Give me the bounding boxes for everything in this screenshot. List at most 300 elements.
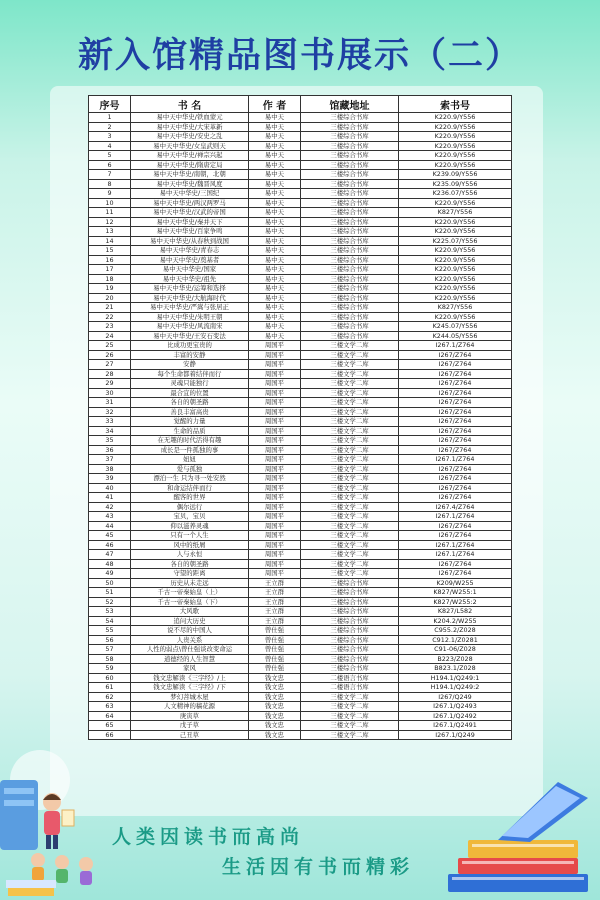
table-row xyxy=(89,721,512,731)
cell-location: 三楼综合书库 xyxy=(301,274,399,284)
cell-author: 周国平 xyxy=(249,464,301,474)
cell-location: 三楼文学二库 xyxy=(301,540,399,550)
cell-index: 13 xyxy=(89,227,131,237)
cell-author: 易中天 xyxy=(249,179,301,189)
table-row xyxy=(89,711,512,721)
cell-index: 9 xyxy=(89,189,131,199)
cell-call-number: K220.9/Y556 xyxy=(399,312,512,322)
table-row xyxy=(89,673,512,683)
table-row xyxy=(89,369,512,379)
cell-author: 易中天 xyxy=(249,293,301,303)
cell-location: 二楼语言书库 xyxy=(301,673,399,683)
cell-title: 人文精神的稿花源 xyxy=(131,702,249,712)
table-row xyxy=(89,398,512,408)
table-row xyxy=(89,141,512,151)
cell-location: 三楼文学二库 xyxy=(301,474,399,484)
cell-index: 25 xyxy=(89,341,131,351)
table-row xyxy=(89,217,512,227)
cell-author: 易中天 xyxy=(249,217,301,227)
cell-title: 易中天中华史/南朝，北朝 xyxy=(131,170,249,180)
cell-call-number: I267/Z764 xyxy=(399,464,512,474)
cell-index: 7 xyxy=(89,170,131,180)
table-row xyxy=(89,445,512,455)
cell-location: 三楼文学二库 xyxy=(301,455,399,465)
cell-location: 三楼综合书库 xyxy=(301,616,399,626)
cell-author: 曾仕强 xyxy=(249,626,301,636)
table-row xyxy=(89,683,512,693)
cell-index: 54 xyxy=(89,616,131,626)
cell-author: 周国平 xyxy=(249,445,301,455)
cell-index: 53 xyxy=(89,607,131,617)
cell-index: 29 xyxy=(89,379,131,389)
cell-author: 周国平 xyxy=(249,512,301,522)
table-row xyxy=(89,198,512,208)
cell-index: 5 xyxy=(89,151,131,161)
cell-call-number: H194.1/Q249:2 xyxy=(399,683,512,693)
cell-title: 最合宜的位置 xyxy=(131,388,249,398)
header-index: 序号 xyxy=(89,96,131,113)
cell-location: 三楼综合书库 xyxy=(301,255,399,265)
cell-index: 16 xyxy=(89,255,131,265)
children-reading-illustration xyxy=(0,740,110,900)
cell-location: 三楼综合书库 xyxy=(301,141,399,151)
table-row xyxy=(89,350,512,360)
cell-location: 三楼文学二库 xyxy=(301,502,399,512)
cell-index: 64 xyxy=(89,711,131,721)
cell-index: 56 xyxy=(89,635,131,645)
table-row xyxy=(89,312,512,322)
cell-index: 21 xyxy=(89,303,131,313)
table-row xyxy=(89,436,512,446)
page-title: 新入馆精品图书展示（二） xyxy=(77,36,522,76)
cell-title: 易中天中华史/祖先 xyxy=(131,274,249,284)
cell-author: 王立群 xyxy=(249,607,301,617)
cell-title: 说不尽的中国人 xyxy=(131,626,249,636)
cell-call-number: K220.9/Y556 xyxy=(399,151,512,161)
cell-title: 守望的距离 xyxy=(131,569,249,579)
cell-location: 三楼文学二库 xyxy=(301,445,399,455)
cell-index: 24 xyxy=(89,331,131,341)
cell-location: 三楼综合书库 xyxy=(301,122,399,132)
cell-title: 在无趣的时代活得有趣 xyxy=(131,436,249,446)
cell-call-number: K244.05/Y556 xyxy=(399,331,512,341)
cell-location: 三楼文学二库 xyxy=(301,436,399,446)
cell-index: 28 xyxy=(89,369,131,379)
cell-author: 王立群 xyxy=(249,578,301,588)
table-row xyxy=(89,284,512,294)
cell-call-number: I267/Z764 xyxy=(399,426,512,436)
cell-author: 易中天 xyxy=(249,265,301,275)
cell-location: 三楼文学二库 xyxy=(301,398,399,408)
cell-title: 易中天中华史/铁血蒙元 xyxy=(131,113,249,123)
cell-author: 周国平 xyxy=(249,350,301,360)
cell-author: 周国平 xyxy=(249,474,301,484)
cell-title: 觉醒的力量 xyxy=(131,417,249,427)
table-row xyxy=(89,341,512,351)
cell-call-number: K220.9/Y556 xyxy=(399,293,512,303)
cell-title: 人性的弱点\曾仕强谈改变命运 xyxy=(131,645,249,655)
cell-title: 各自的朝圣路 xyxy=(131,398,249,408)
cell-location: 三楼文学二库 xyxy=(301,550,399,560)
cell-call-number: I267/Z764 xyxy=(399,388,512,398)
cell-call-number: K827/Y556 xyxy=(399,208,512,218)
table-row xyxy=(89,388,512,398)
cell-author: 钱文忠 xyxy=(249,711,301,721)
cell-location: 三楼综合书库 xyxy=(301,179,399,189)
table-row xyxy=(89,702,512,712)
cell-title: 易中天中华史/魏晋风度 xyxy=(131,179,249,189)
table-header-row xyxy=(89,96,512,113)
cell-title: 大风歌 xyxy=(131,607,249,617)
cell-location: 三楼综合书库 xyxy=(301,645,399,655)
table-row xyxy=(89,730,512,740)
cell-location: 三楼综合书库 xyxy=(301,303,399,313)
cell-author: 王立群 xyxy=(249,616,301,626)
cell-location: 三楼综合书库 xyxy=(301,312,399,322)
cell-author: 易中天 xyxy=(249,151,301,161)
cell-location: 三楼综合书库 xyxy=(301,654,399,664)
cell-author: 易中天 xyxy=(249,331,301,341)
cell-call-number: I267/Z764 xyxy=(399,398,512,408)
cell-call-number: K204.2/W255 xyxy=(399,616,512,626)
cell-title: 易中天中华史/严嵩与张居正 xyxy=(131,303,249,313)
cell-author: 易中天 xyxy=(249,160,301,170)
cell-title: 漂泊一生 只为寻一处安然 xyxy=(131,474,249,484)
cell-title: 生命的品质 xyxy=(131,426,249,436)
cell-title: 易中天中华史/隋唐定局 xyxy=(131,160,249,170)
cell-location: 三楼综合书库 xyxy=(301,113,399,123)
table-row xyxy=(89,464,512,474)
cell-index: 31 xyxy=(89,398,131,408)
cell-call-number: K245.07/Y556 xyxy=(399,322,512,332)
cell-index: 50 xyxy=(89,578,131,588)
cell-call-number: I267/Z764 xyxy=(399,493,512,503)
cell-location: 三楼文学二库 xyxy=(301,350,399,360)
cell-title: 易中天中华史/三国纪 xyxy=(131,189,249,199)
cell-call-number: I267/Z764 xyxy=(399,350,512,360)
table-row xyxy=(89,607,512,617)
cell-author: 易中天 xyxy=(249,141,301,151)
cell-call-number: K225.07/Y556 xyxy=(399,236,512,246)
table-row xyxy=(89,417,512,427)
cell-location: 三楼文学二库 xyxy=(301,569,399,579)
cell-index: 61 xyxy=(89,683,131,693)
cell-location: 三楼文学二库 xyxy=(301,730,399,740)
cell-call-number: K236.07/Y556 xyxy=(399,189,512,199)
cell-call-number: I267/Z764 xyxy=(399,369,512,379)
cell-title: 丰富的安静 xyxy=(131,350,249,360)
cell-call-number: I267.1/Q2491 xyxy=(399,721,512,731)
cell-index: 37 xyxy=(89,455,131,465)
cell-title: 各自的朝圣路 xyxy=(131,559,249,569)
cell-author: 易中天 xyxy=(249,255,301,265)
cell-index: 41 xyxy=(89,493,131,503)
cell-index: 51 xyxy=(89,588,131,598)
cell-title: 易中天中华史/秦并天下 xyxy=(131,217,249,227)
cell-title: 成长是一件孤独的事 xyxy=(131,445,249,455)
cell-call-number: K220.9/Y556 xyxy=(399,227,512,237)
cell-call-number: I267.1/Z764 xyxy=(399,550,512,560)
cell-call-number: H194.1/Q249:1 xyxy=(399,673,512,683)
cell-call-number: I267.1/Z764 xyxy=(399,512,512,522)
cell-location: 三楼综合书库 xyxy=(301,597,399,607)
cell-index: 63 xyxy=(89,702,131,712)
cell-author: 周国平 xyxy=(249,493,301,503)
slogan-line-1: 人类因读书而高尚 xyxy=(112,826,305,848)
cell-location: 三楼文学二库 xyxy=(301,692,399,702)
table-row xyxy=(89,626,512,636)
cell-location: 三楼综合书库 xyxy=(301,265,399,275)
cell-call-number: K220.9/Y556 xyxy=(399,274,512,284)
cell-call-number: K220.9/Y556 xyxy=(399,246,512,256)
cell-index: 14 xyxy=(89,236,131,246)
table-row xyxy=(89,160,512,170)
cell-location: 三楼文学二库 xyxy=(301,407,399,417)
cell-title: 易中天中华史/王安石变法 xyxy=(131,331,249,341)
cell-title: 每个生命都着结伴而行 xyxy=(131,369,249,379)
cell-author: 王立群 xyxy=(249,588,301,598)
book-stack-illustration xyxy=(438,762,600,900)
cell-call-number: K827/L582 xyxy=(399,607,512,617)
cell-author: 易中天 xyxy=(249,274,301,284)
cell-call-number: K239.09/Y556 xyxy=(399,170,512,180)
cell-title: 风中的纸屑 xyxy=(131,540,249,550)
cell-call-number: K220.9/Y556 xyxy=(399,141,512,151)
cell-title: 易中天中华史/汉武的帝国 xyxy=(131,208,249,218)
cell-location: 三楼文学二库 xyxy=(301,388,399,398)
cell-author: 曾仕强 xyxy=(249,664,301,674)
cell-author: 易中天 xyxy=(249,122,301,132)
cell-call-number: K827/W255:2 xyxy=(399,597,512,607)
cell-index: 34 xyxy=(89,426,131,436)
cell-author: 易中天 xyxy=(249,236,301,246)
table-row xyxy=(89,569,512,579)
cell-location: 三楼文学二库 xyxy=(301,711,399,721)
cell-location: 三楼综合书库 xyxy=(301,189,399,199)
table-row xyxy=(89,179,512,189)
cell-index: 66 xyxy=(89,730,131,740)
table-row xyxy=(89,407,512,417)
cell-title: 易中天中华史/大航海时代 xyxy=(131,293,249,303)
cell-call-number: I267/Z764 xyxy=(399,531,512,541)
cell-author: 钱文忠 xyxy=(249,673,301,683)
cell-location: 三楼文学二库 xyxy=(301,369,399,379)
cell-location: 三楼文学二库 xyxy=(301,379,399,389)
cell-title: 善良丰富高贵 xyxy=(131,407,249,417)
table-row xyxy=(89,664,512,674)
cell-index: 49 xyxy=(89,569,131,579)
cell-location: 二楼语言书库 xyxy=(301,683,399,693)
cell-author: 周国平 xyxy=(249,483,301,493)
cell-index: 3 xyxy=(89,132,131,142)
cell-call-number: I267.1/Z764 xyxy=(399,455,512,465)
cell-call-number: K220.9/Y556 xyxy=(399,217,512,227)
table-row xyxy=(89,616,512,626)
table-row xyxy=(89,265,512,275)
table-row xyxy=(89,303,512,313)
cell-call-number: K220.9/Y556 xyxy=(399,160,512,170)
cell-title: 比成功更宝贵的 xyxy=(131,341,249,351)
cell-call-number: I267/Z764 xyxy=(399,436,512,446)
cell-location: 三楼综合书库 xyxy=(301,578,399,588)
cell-index: 40 xyxy=(89,483,131,493)
cell-call-number: I267.1/Q249 xyxy=(399,730,512,740)
cell-author: 周国平 xyxy=(249,407,301,417)
cell-title: 爱与孤独 xyxy=(131,464,249,474)
cell-title: 庚寅草 xyxy=(131,711,249,721)
cell-index: 22 xyxy=(89,312,131,322)
cell-location: 三楼综合书库 xyxy=(301,331,399,341)
cell-author: 周国平 xyxy=(249,540,301,550)
cell-location: 三楼综合书库 xyxy=(301,293,399,303)
cell-call-number: I267.1/Z764 xyxy=(399,540,512,550)
cell-author: 周国平 xyxy=(249,360,301,370)
cell-call-number: B823.1/Z028 xyxy=(399,664,512,674)
table-row xyxy=(89,293,512,303)
cell-call-number: I267/Q249 xyxy=(399,692,512,702)
table-row xyxy=(89,170,512,180)
table-row xyxy=(89,692,512,702)
cell-call-number: I267/Z764 xyxy=(399,483,512,493)
cell-title: 宝贝，宝贝 xyxy=(131,512,249,522)
cell-title: 千古一帝秦始皇（上） xyxy=(131,588,249,598)
table-row xyxy=(89,122,512,132)
cell-title: 己丑草 xyxy=(131,730,249,740)
cell-call-number: K220.9/Y556 xyxy=(399,132,512,142)
cell-index: 12 xyxy=(89,217,131,227)
cell-author: 易中天 xyxy=(249,113,301,123)
table-row xyxy=(89,255,512,265)
cell-title: 易中天中华史/奠基者 xyxy=(131,255,249,265)
cell-index: 60 xyxy=(89,673,131,683)
cell-author: 易中天 xyxy=(249,246,301,256)
table-row xyxy=(89,654,512,664)
cell-location: 三楼文学二库 xyxy=(301,341,399,351)
cell-location: 三楼文学二库 xyxy=(301,417,399,427)
cell-title: 易中天中华史/禅宗兴起 xyxy=(131,151,249,161)
cell-call-number: I267/Z764 xyxy=(399,521,512,531)
table-row xyxy=(89,550,512,560)
cell-call-number: K235.09/Y556 xyxy=(399,179,512,189)
cell-call-number: I267/Z764 xyxy=(399,445,512,455)
cell-call-number: I267/Z764 xyxy=(399,379,512,389)
cell-location: 三楼综合书库 xyxy=(301,151,399,161)
cell-location: 三楼文学二库 xyxy=(301,464,399,474)
cell-index: 45 xyxy=(89,531,131,541)
table-row xyxy=(89,559,512,569)
cell-location: 三楼综合书库 xyxy=(301,588,399,598)
cell-author: 易中天 xyxy=(249,189,301,199)
table-row xyxy=(89,379,512,389)
cell-location: 三楼文学二库 xyxy=(301,559,399,569)
cell-index: 38 xyxy=(89,464,131,474)
cell-title: 易中天中华史/安史之乱 xyxy=(131,132,249,142)
cell-author: 易中天 xyxy=(249,312,301,322)
cell-call-number: I267/Z764 xyxy=(399,559,512,569)
cell-location: 三楼文学二库 xyxy=(301,531,399,541)
cell-title: 易中天中华史/大宋革新 xyxy=(131,122,249,132)
slogan-line-2: 生活因有书而精彩 xyxy=(222,856,415,878)
cell-index: 8 xyxy=(89,179,131,189)
cell-author: 周国平 xyxy=(249,569,301,579)
table-row xyxy=(89,597,512,607)
cell-title: 道德经的人生智慧 xyxy=(131,654,249,664)
cell-index: 10 xyxy=(89,198,131,208)
header-author: 作 者 xyxy=(249,96,301,113)
table-row xyxy=(89,645,512,655)
table-row xyxy=(89,493,512,503)
table-row xyxy=(89,227,512,237)
cell-index: 46 xyxy=(89,540,131,550)
table-row xyxy=(89,578,512,588)
cell-index: 59 xyxy=(89,664,131,674)
cell-author: 周国平 xyxy=(249,426,301,436)
cell-index: 20 xyxy=(89,293,131,303)
cell-call-number: I267.1/Q2492 xyxy=(399,711,512,721)
cell-index: 35 xyxy=(89,436,131,446)
cell-call-number: B223/Z028 xyxy=(399,654,512,664)
table-row xyxy=(89,331,512,341)
table-row xyxy=(89,208,512,218)
cell-index: 4 xyxy=(89,141,131,151)
cell-index: 52 xyxy=(89,597,131,607)
cell-title: 妞妞 xyxy=(131,455,249,465)
cell-location: 三楼综合书库 xyxy=(301,227,399,237)
cell-index: 39 xyxy=(89,474,131,484)
cell-title: 人贵关系 xyxy=(131,635,249,645)
table-row xyxy=(89,151,512,161)
cell-location: 三楼文学二库 xyxy=(301,721,399,731)
cell-index: 23 xyxy=(89,322,131,332)
cell-index: 32 xyxy=(89,407,131,417)
cell-location: 三楼综合书库 xyxy=(301,208,399,218)
cell-location: 三楼综合书库 xyxy=(301,236,399,246)
cell-title: 易中天中华史/两汉两罗马 xyxy=(131,198,249,208)
cell-author: 周国平 xyxy=(249,417,301,427)
cell-call-number: K827/W255:1 xyxy=(399,588,512,598)
cell-index: 19 xyxy=(89,284,131,294)
cell-index: 1 xyxy=(89,113,131,123)
cell-index: 48 xyxy=(89,559,131,569)
cell-author: 周国平 xyxy=(249,559,301,569)
cell-title: 偶尔远行 xyxy=(131,502,249,512)
cell-author: 易中天 xyxy=(249,198,301,208)
table-row xyxy=(89,474,512,484)
cell-author: 钱文忠 xyxy=(249,683,301,693)
cell-author: 周国平 xyxy=(249,436,301,446)
cell-author: 周国平 xyxy=(249,455,301,465)
table-row xyxy=(89,531,512,541)
cell-title: 安静 xyxy=(131,360,249,370)
table-row xyxy=(89,521,512,531)
cell-call-number: I267/Z764 xyxy=(399,360,512,370)
table-row xyxy=(89,274,512,284)
cell-call-number: K827/Y556 xyxy=(399,303,512,313)
cell-call-number: K220.9/Y556 xyxy=(399,265,512,275)
cell-call-number: K220.9/Y556 xyxy=(399,255,512,265)
cell-author: 周国平 xyxy=(249,502,301,512)
cell-title: 易中天中华史/从春秋到战国 xyxy=(131,236,249,246)
table-row xyxy=(89,246,512,256)
cell-title: 易中天中华史/朱明王朝 xyxy=(131,312,249,322)
cell-index: 11 xyxy=(89,208,131,218)
cell-title: 易中天中华史/国家 xyxy=(131,265,249,275)
cell-title: 梦幻菩城木屋 xyxy=(131,692,249,702)
cell-title: 千古一帝秦始皇（下） xyxy=(131,597,249,607)
cell-call-number: I267.1/Q2493 xyxy=(399,702,512,712)
cell-index: 36 xyxy=(89,445,131,455)
table-row xyxy=(89,588,512,598)
